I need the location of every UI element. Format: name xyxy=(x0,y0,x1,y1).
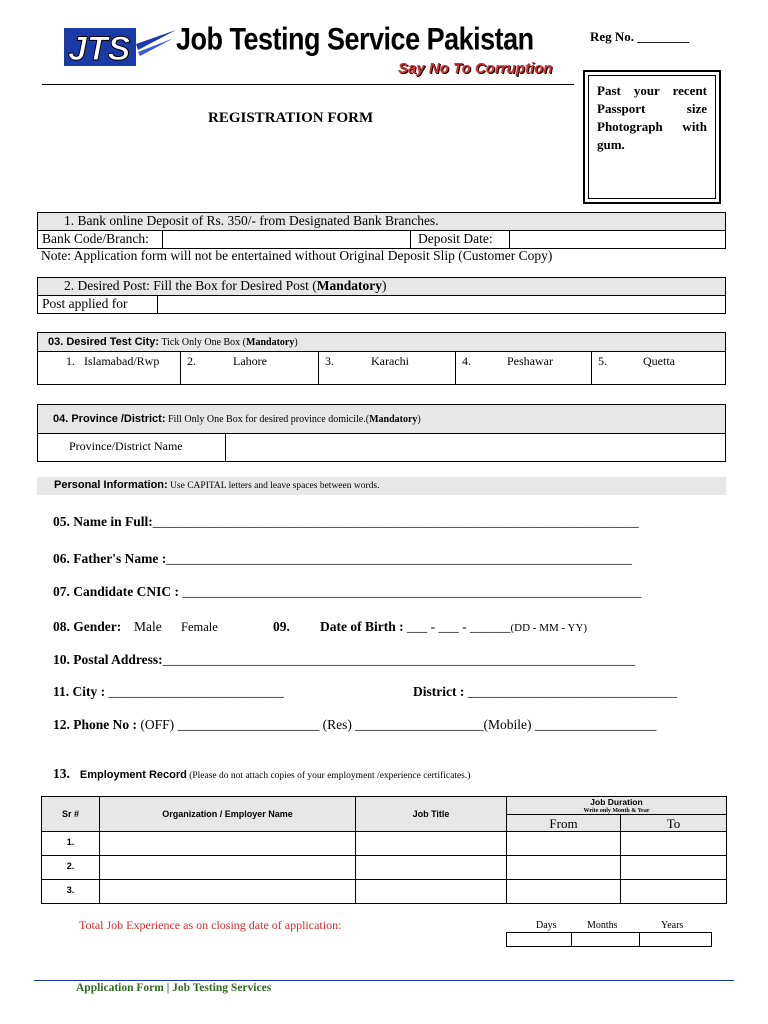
post-label-cell: Post applied for xyxy=(37,295,158,314)
table-cell-job[interactable] xyxy=(355,831,507,856)
province-label-cell: Province/District Name xyxy=(37,433,226,462)
years-label: Years xyxy=(661,920,684,931)
gender-row: 08. Gender: xyxy=(53,619,122,634)
table-cell-org[interactable] xyxy=(99,831,356,856)
table-cell-from[interactable] xyxy=(506,855,621,880)
district-row: District : _______________________________ xyxy=(413,684,677,699)
city-row: 11. City : __________________________ xyxy=(53,684,284,699)
personal-info-bar: Personal Information: Use CAPITAL letters and leave spaces between words. xyxy=(37,477,726,495)
svg-text:JTS: JTS xyxy=(68,30,131,68)
col-from: From xyxy=(506,814,621,832)
col-duration: Job Duration Write only Month & Year xyxy=(506,796,727,815)
total-experience-label: Total Job Experience as on closing date of application: xyxy=(79,918,342,932)
section2-title: 2. Desired Post: Fill the Box for Desired Post (Mandatory) xyxy=(37,277,726,296)
photo-note: Past your recent Passport size Photograph with gum. xyxy=(597,83,707,152)
col-sr: Sr # xyxy=(41,796,100,832)
days-input[interactable] xyxy=(506,932,572,947)
father-row: 06. Father's Name :_____________________________________________________________________ xyxy=(53,551,632,566)
jts-logo xyxy=(58,22,178,70)
section1-title: 1. Bank online Deposit of Rs. 350/- from Designated Bank Branches. xyxy=(37,212,726,231)
table-cell-from[interactable] xyxy=(506,831,621,856)
months-input[interactable] xyxy=(571,932,640,947)
slogan: Say No To Corruption xyxy=(398,60,553,77)
table-cell-org[interactable] xyxy=(99,855,356,880)
reg-no: Reg No. ________ xyxy=(590,29,690,44)
phone-row: 12. Phone No : (OFF) _____________________ (Res) ___________________(Mobile) __________________ xyxy=(53,717,657,732)
col-to: To xyxy=(620,814,727,832)
section3-title: 03. Desired Test City: Tick Only One Box (Mandatory) xyxy=(37,332,726,352)
deposit-date-input[interactable] xyxy=(509,230,726,249)
cnic-row: 07. Candidate CNIC : ____________________________________________________________________ xyxy=(53,584,642,599)
name-row: 05. Name in Full:________________________________________________________________________ xyxy=(53,514,639,529)
table-row-sr: 1. xyxy=(41,831,100,856)
district-line[interactable]: _______________________________ xyxy=(464,684,677,699)
dob-row: Date of Birth : ___ - ___ - ______(DD - MM - YY) xyxy=(320,619,588,634)
table-cell-from[interactable] xyxy=(506,879,621,904)
org-name: Job Testing Service Pakistan xyxy=(176,22,534,57)
months-label: Months xyxy=(587,920,618,931)
footer-rule xyxy=(34,980,734,981)
table-row-sr: 3. xyxy=(41,879,100,904)
table-cell-to[interactable] xyxy=(620,879,727,904)
address-line[interactable]: ______________________________________________________________________ xyxy=(162,652,636,667)
father-line[interactable]: _____________________________________________________________________ xyxy=(166,551,632,566)
cnic-line[interactable]: ____________________________________________________________________ xyxy=(179,584,642,599)
photo-box xyxy=(583,70,721,204)
deposit-date-label-cell: Deposit Date: xyxy=(410,230,510,249)
employment-heading: 13. Employment Record (Please do not attach copies of your employment /experience certificates.) xyxy=(53,766,471,781)
city-option-karachi[interactable]: 3. Karachi xyxy=(318,351,456,385)
table-cell-job[interactable] xyxy=(355,855,507,880)
name-line[interactable]: ________________________________________________________________________ xyxy=(152,514,639,529)
gender-female[interactable]: Female xyxy=(181,620,218,634)
dob-line[interactable]: ___ - ___ - ______ xyxy=(403,619,511,634)
col-org: Organization / Employer Name xyxy=(99,796,356,832)
city-option-peshawar[interactable]: 4. Peshawar xyxy=(455,351,592,385)
header-rule xyxy=(42,84,574,85)
post-input[interactable] xyxy=(157,295,726,314)
days-label: Days xyxy=(536,920,557,931)
city-line[interactable]: __________________________ xyxy=(105,684,284,699)
section4-title: 04. Province /District: Fill Only One Box for desired province domicile.(Mandatory) xyxy=(37,404,726,434)
table-cell-org[interactable] xyxy=(99,879,356,904)
table-cell-to[interactable] xyxy=(620,855,727,880)
bank-code-label-cell: Bank Code/Branch: xyxy=(37,230,163,249)
gender-male[interactable]: Male xyxy=(134,619,162,634)
city-option-quetta[interactable]: 5. Quetta xyxy=(591,351,726,385)
city-option-lahore[interactable]: 2. Lahore xyxy=(180,351,319,385)
years-input[interactable] xyxy=(639,932,712,947)
col-job: Job Title xyxy=(355,796,507,832)
dob-number: 09. xyxy=(273,619,290,634)
bank-code-input[interactable] xyxy=(162,230,411,249)
table-row-sr: 2. xyxy=(41,855,100,880)
address-row: 10. Postal Address:______________________________________________________________________ xyxy=(53,652,636,667)
footer-text: Application Form | Job Testing Services xyxy=(76,982,272,994)
city-option-islamabad[interactable]: 1. Islamabad/Rwp xyxy=(37,351,181,385)
table-cell-job[interactable] xyxy=(355,879,507,904)
phone-lines[interactable]: (OFF) _____________________ (Res) ___________________(Mobile) __________________ xyxy=(137,717,657,732)
form-title: REGISTRATION FORM xyxy=(208,110,374,126)
table-cell-to[interactable] xyxy=(620,831,727,856)
deposit-note: Note: Application form will not be entertained without Original Deposit Slip (Customer Copy) xyxy=(41,248,553,263)
province-input[interactable] xyxy=(225,433,726,462)
